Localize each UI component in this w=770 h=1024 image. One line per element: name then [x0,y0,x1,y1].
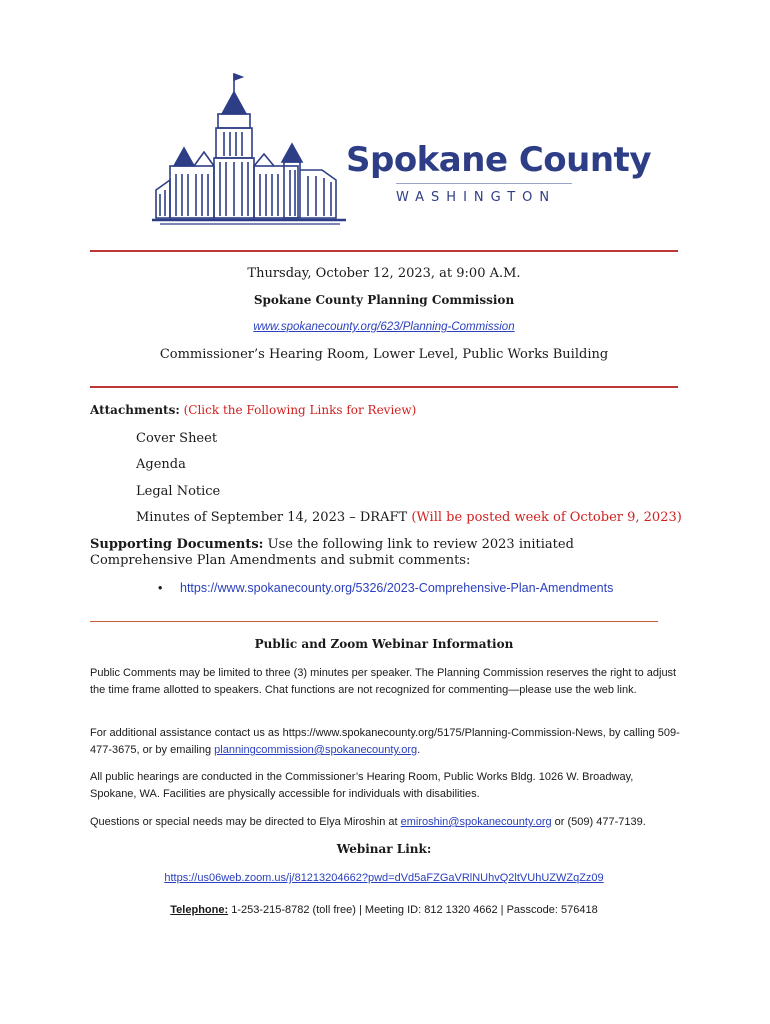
hearing-location-paragraph: All public hearings are conducted in the Commissioner’s Hearing Room, Public Works Bldg. 1026 W. Broadway, Spokane, WA. Facilities are physically accessible for individuals with disabilities. [90,771,634,800]
bullet: • [158,581,163,595]
supporting-documents [90,537,680,569]
assistance-text: For additional assistance contact us as https://www.spokanecounty.org/5175/Planning-Commission-News, by calling 509-477-3675, or by emailing [90,727,680,756]
supporting-link-item [158,581,613,595]
attachment-minutes-note: (Will be posted week of October 9, 2023) [411,510,682,525]
questions-phone: or (509) 477-7139. [551,816,646,828]
comprehensive-plan-link[interactable]: https://www.spokanecounty.org/5326/2023-Comprehensive-Plan-Amendments [180,581,614,595]
supporting-label: Supporting Documents: [90,537,264,552]
assistance-paragraph [90,725,680,759]
public-comments-paragraph: Public Comments may be limited to three (3) minutes per speaker. The Planning Commission reserves the right to adjust the time frame allotted to speakers. Chat functions are not recognized for commenting—please use the web link. [90,667,677,696]
brand-state: WASHINGTON [396,190,557,205]
attachment-legal-notice[interactable]: Legal Notice [136,484,221,499]
zoom-webinar-link[interactable]: https://us06web.zoom.us/j/81213204662?pwd=dVd5aFZGaVRlNUhvQ2ltVUhUZWZqZz09 [164,872,604,884]
telephone-line [90,904,678,916]
webinar-heading: Public and Zoom Webinar Information [254,637,514,651]
telephone-details: 1-253-215-8782 (toll free) | Meeting ID: 812 1320 4662 | Passcode: 576418 [228,904,598,916]
courthouse-icon [150,70,350,232]
attachment-minutes-label: Minutes of September 14, 2023 – DRAFT [136,510,408,525]
attachment-cover-sheet[interactable]: Cover Sheet [136,431,218,446]
attachments-note: (Click the Following Links for Review) [183,403,417,417]
meeting-url-link[interactable]: www.spokanecounty.org/623/Planning-Commission [253,321,515,333]
attachment-agenda[interactable]: Agenda [136,457,186,472]
attachment-minutes[interactable] [136,510,682,525]
meeting-location: Commissioner’s Hearing Room, Lower Level, Public Works Building [159,347,609,362]
supporting-text: Use the following link to review 2023 initiated Comprehensive Plan Amendments and submit comments: [90,537,574,568]
contact-email-link[interactable]: emiroshin@spokanecounty.org [400,816,552,828]
brand-name: Spokane County [346,140,651,180]
county-logo [150,70,651,232]
webinar-divider [90,621,658,622]
attachments-heading [90,403,416,417]
meeting-date: Thursday, October 12, 2023, at 9:00 A.M. [247,266,521,281]
attachments-label: Attachments: [90,403,180,417]
brand-divider [396,183,572,184]
meeting-body: Spokane County Planning Commission [253,293,515,307]
telephone-label: Telephone: [170,904,229,916]
questions-paragraph [90,814,680,831]
assistance-end: . [417,744,421,756]
webinar-link-label: Webinar Link: [336,842,432,856]
questions-text: Questions or special needs may be directed to Elya Miroshin at [90,816,401,828]
planning-email-link[interactable]: planningcommission@spokanecounty.org [214,744,418,756]
section-divider [90,386,678,388]
header-divider [90,250,678,252]
